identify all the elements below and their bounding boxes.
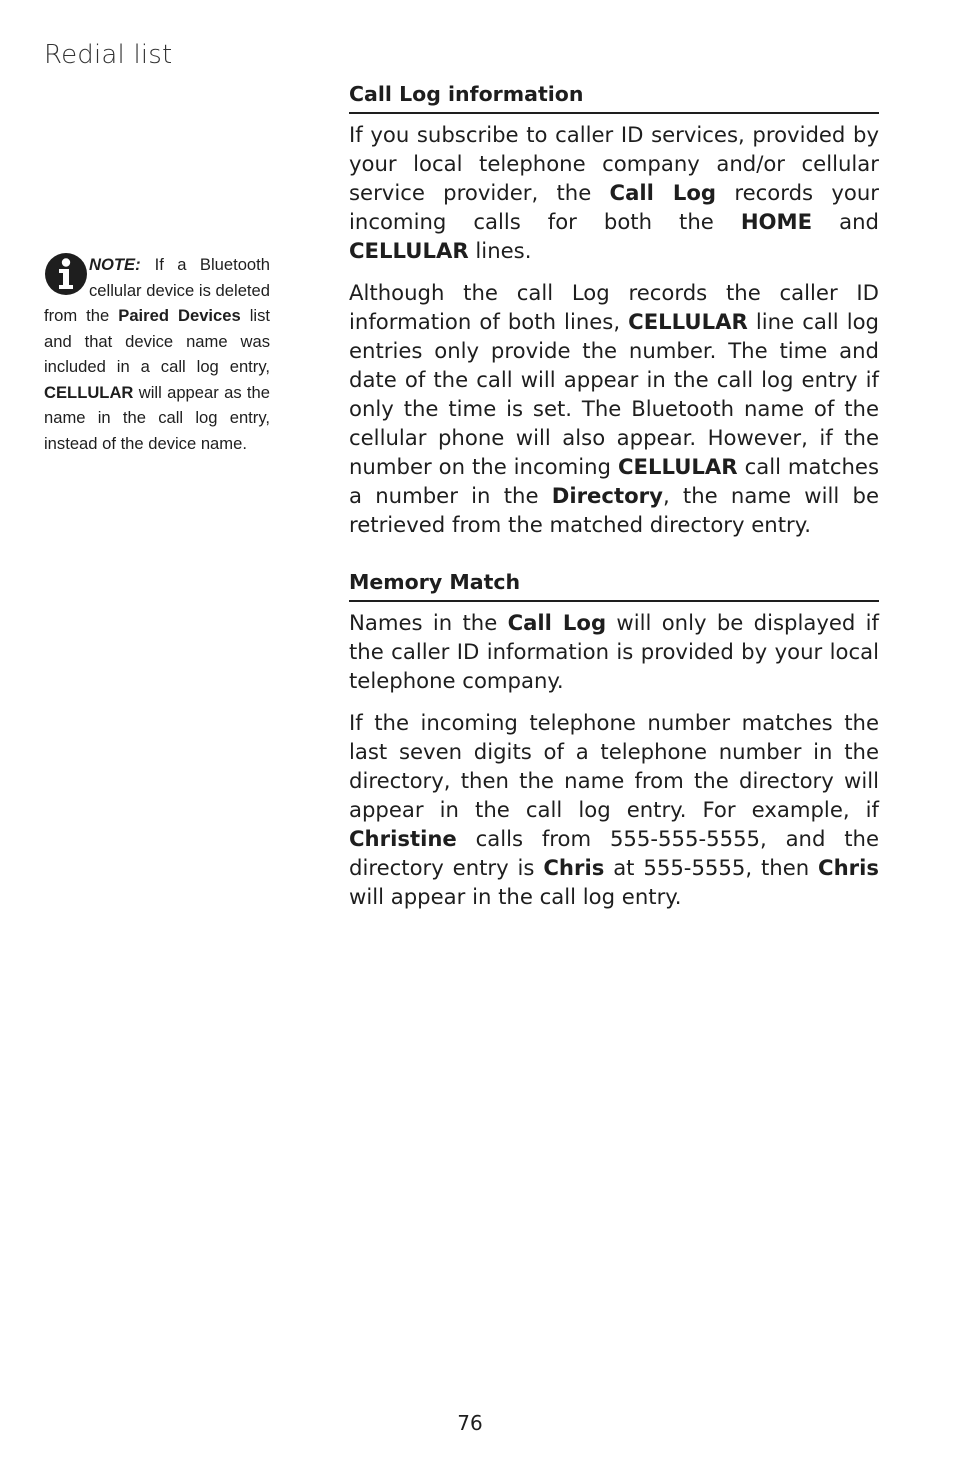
- info-icon: [44, 252, 88, 296]
- section-title: Call Log information: [349, 80, 879, 114]
- text-run: Names in the: [349, 610, 508, 635]
- bold-term: Directory: [551, 483, 663, 508]
- bold-term: Paired Devices: [118, 306, 241, 325]
- text-run: lines.: [468, 238, 532, 263]
- text-run: will appear as the name in the call log entry, instead of the device name.: [44, 382, 270, 453]
- note-label: NOTE:: [89, 255, 141, 274]
- bold-term: Call Log: [609, 180, 717, 205]
- section-call-log-information: [349, 80, 879, 539]
- bold-term: CELLULAR: [44, 382, 134, 402]
- text-run: at 555-5555, then: [604, 855, 819, 880]
- bold-term: HOME: [740, 209, 813, 234]
- section-title: Memory Match: [349, 568, 879, 602]
- bold-term: Chris: [543, 855, 605, 880]
- bold-term: Call Log: [507, 610, 607, 635]
- bold-term: CELLULAR: [628, 309, 748, 334]
- note-sidebar: [44, 252, 270, 456]
- bold-term: Christine: [349, 826, 457, 851]
- section-memory-match: [349, 568, 879, 911]
- main-content: [349, 80, 879, 924]
- text-run: Although the call Log records the caller ID information of both lines,: [349, 280, 879, 334]
- text-run: If the incoming telephone number matches the last seven digits of a telephone number in the directory, then the name from the directory will appear in the call log entry. For example, if: [349, 710, 879, 822]
- text-run: calls from 555-555-5555, and the directory entry is: [349, 826, 879, 880]
- page-header-title: Redial list: [44, 40, 173, 70]
- text-run: will appear in the call log entry.: [349, 884, 682, 909]
- paragraph: [349, 708, 879, 911]
- bold-term: CELLULAR: [349, 238, 469, 263]
- paragraph: [349, 120, 879, 265]
- text-run: If you subscribe to caller ID services, provided by your local telephone company and/or cellular service provider, the: [349, 122, 879, 205]
- text-run: list and that device name was included in a call log entry,: [44, 306, 270, 376]
- page-number: 76: [457, 1411, 483, 1435]
- paragraph: [349, 608, 879, 695]
- text-run: will only be displayed if the caller ID information is provided by your local telephone company.: [349, 610, 879, 693]
- bold-term: Chris: [818, 855, 880, 880]
- paragraph: [349, 278, 879, 539]
- text-run: and: [812, 209, 879, 234]
- text-run: , the name will be retrieved from the matched directory entry.: [349, 483, 879, 537]
- text-run: call matches a number in the: [349, 454, 879, 508]
- text-run: records your incoming calls for both the: [349, 180, 879, 234]
- bold-term: CELLULAR: [617, 454, 738, 479]
- text-run: If a Bluetooth cellular device is deleted from the: [44, 255, 270, 325]
- text-run: line call log entries only provide the number. The time and date of the call will appear in the call log entry if only the time is set. The Bluetooth name of the cellular phone will also appear. However, if the number on the incoming: [349, 309, 879, 479]
